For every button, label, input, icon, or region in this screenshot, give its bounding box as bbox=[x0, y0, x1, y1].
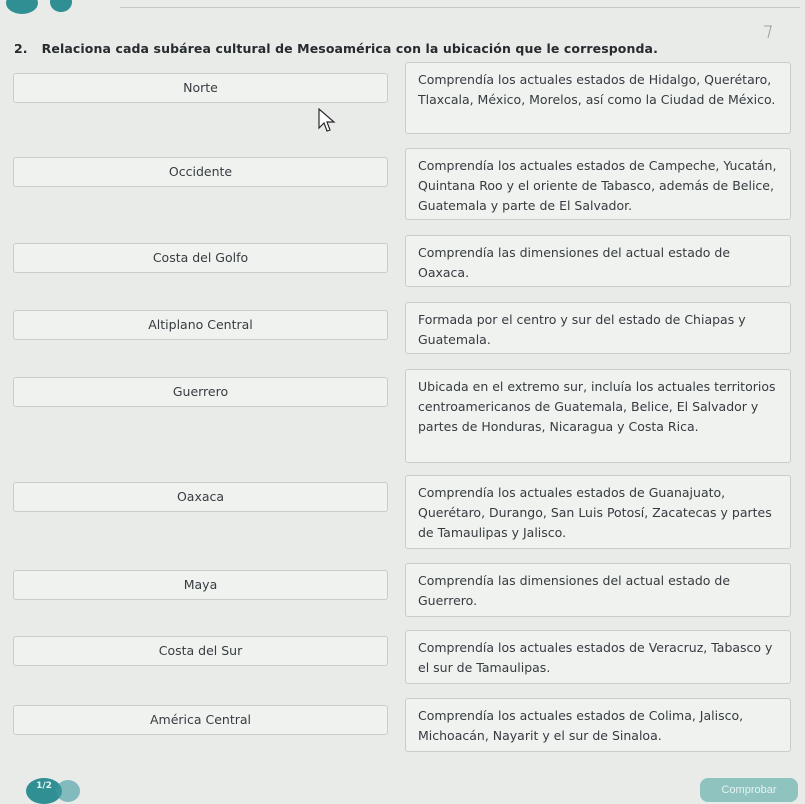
check-button[interactable]: Comprobar bbox=[700, 778, 798, 802]
question-prompt bbox=[14, 41, 658, 56]
page-indicator: 1/2 bbox=[26, 778, 62, 804]
term-guerrero[interactable]: Guerrero bbox=[13, 377, 388, 407]
definition-card[interactable]: Formada por el centro y sur del estado de Chiapas y Guatemala. bbox=[405, 302, 791, 354]
mouse-pointer-icon bbox=[317, 108, 337, 134]
pen-mark-icon bbox=[762, 24, 774, 40]
term-oaxaca[interactable]: Oaxaca bbox=[13, 482, 388, 512]
top-bar bbox=[0, 0, 805, 18]
definition-card[interactable]: Ubicada en el extremo sur, incluía los actuales territorios centroamericanos de Guatemala, Belice, El Salvador y partes de Honduras, Nicaragua y Costa Rica. bbox=[405, 369, 791, 463]
definition-card[interactable]: Comprendía los actuales estados de Campeche, Yucatán, Quintana Roo y el oriente de Tabasco, además de Belice, Guatemala y parte de El Salvador. bbox=[405, 148, 791, 220]
divider bbox=[120, 7, 800, 8]
term-america-central[interactable]: América Central bbox=[13, 705, 388, 735]
navigation-icon[interactable] bbox=[56, 780, 80, 802]
term-norte[interactable]: Norte bbox=[13, 73, 388, 103]
term-costa-del-golfo[interactable]: Costa del Golfo bbox=[13, 243, 388, 273]
definition-card[interactable]: Comprendía los actuales estados de Veracruz, Tabasco y el sur de Tamaulipas. bbox=[405, 630, 791, 684]
term-occidente[interactable]: Occidente bbox=[13, 157, 388, 187]
bottom-bar bbox=[0, 770, 805, 797]
term-costa-del-sur[interactable]: Costa del Sur bbox=[13, 636, 388, 666]
term-altiplano-central[interactable]: Altiplano Central bbox=[13, 310, 388, 340]
definition-card[interactable]: Comprendía los actuales estados de Guanajuato, Querétaro, Durango, San Luis Potosí, Zacatecas y partes de Tamaulipas y Jalisco. bbox=[405, 475, 791, 549]
question-number: 2. bbox=[14, 41, 28, 56]
progress-badge-icon bbox=[6, 0, 38, 14]
definition-card[interactable]: Comprendía los actuales estados de Hidalgo, Querétaro, Tlaxcala, México, Morelos, así como la Ciudad de México. bbox=[405, 62, 791, 134]
grid-icon[interactable] bbox=[50, 0, 72, 12]
definition-card[interactable]: Comprendía las dimensiones del actual estado de Oaxaca. bbox=[405, 235, 791, 287]
definition-card[interactable]: Comprendía las dimensiones del actual estado de Guerrero. bbox=[405, 563, 791, 617]
term-maya[interactable]: Maya bbox=[13, 570, 388, 600]
question-text: Relaciona cada subárea cultural de Mesoamérica con la ubicación que le corresponda. bbox=[41, 41, 658, 56]
definition-card[interactable]: Comprendía los actuales estados de Colima, Jalisco, Michoacán, Nayarit y el sur de Sinaloa. bbox=[405, 698, 791, 752]
